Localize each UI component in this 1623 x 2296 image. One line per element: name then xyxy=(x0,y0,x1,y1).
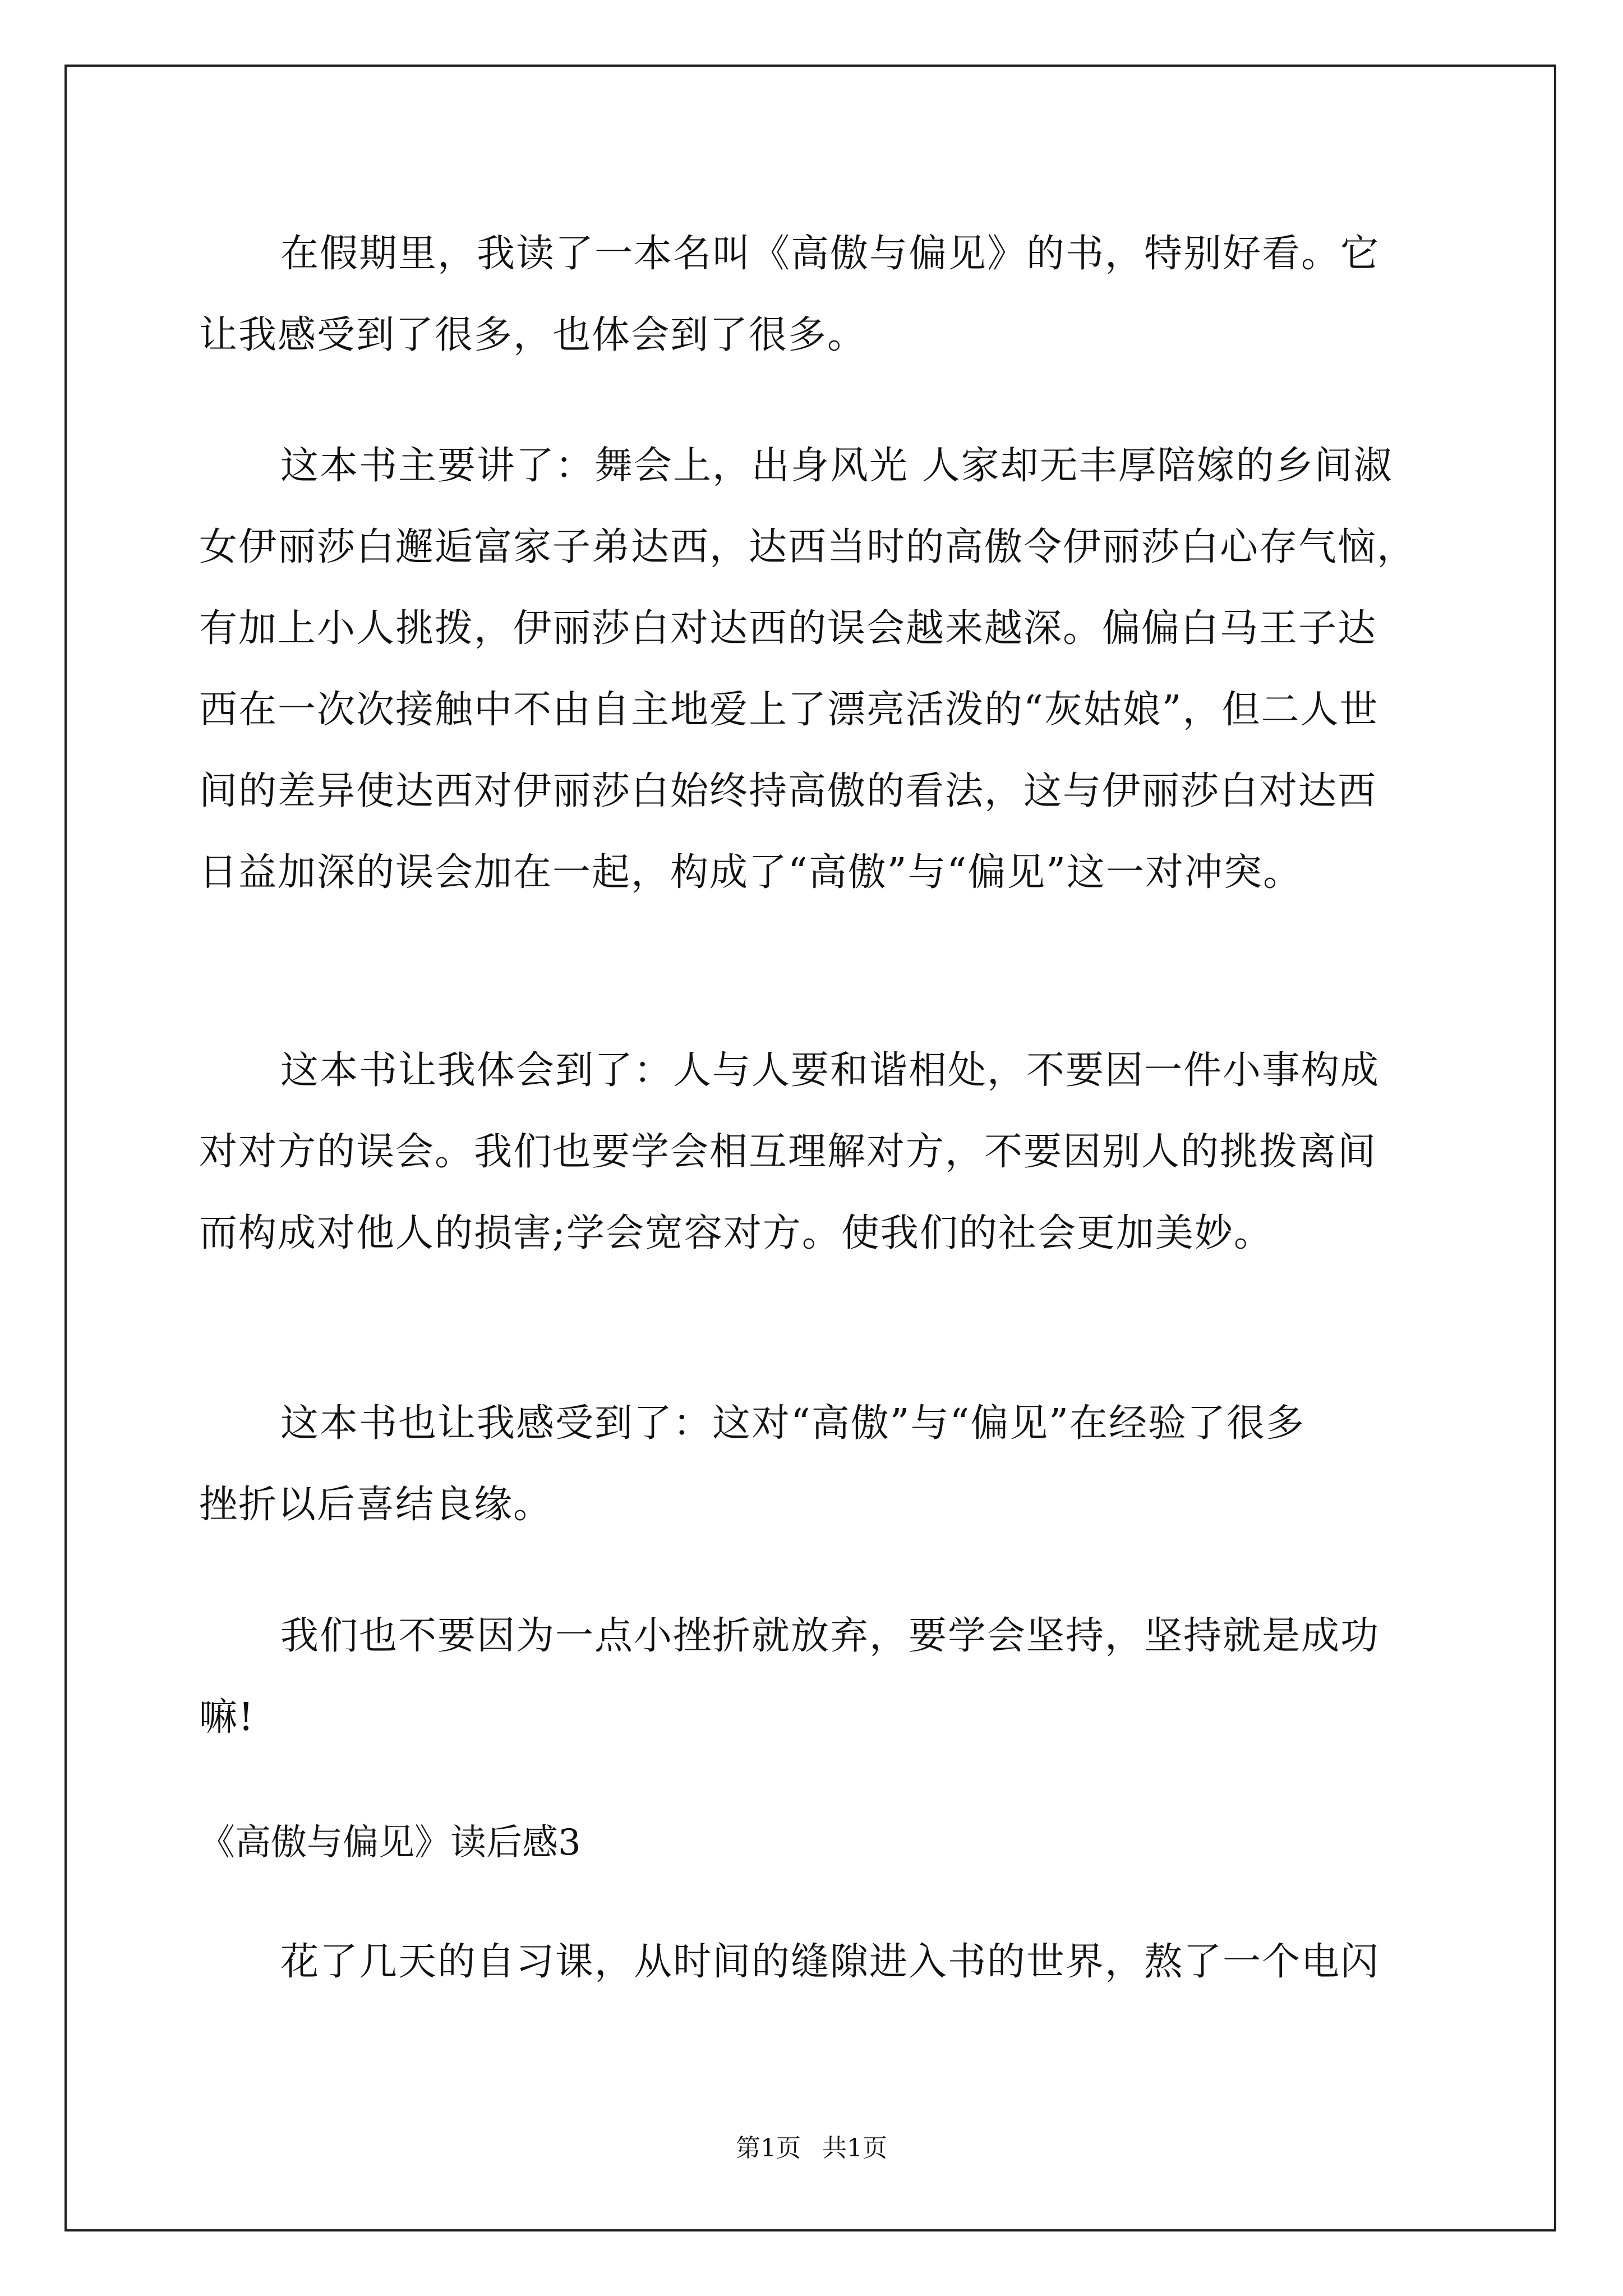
paragraph-line: 在假期里，我读了一本名叫《高傲与偏见》的书，特别好看。它 xyxy=(280,232,1380,276)
paragraph-3 xyxy=(199,1030,1467,1274)
paragraph-line: 这本书也让我感受到了：这对“高傲”与“偏见”在经验了很多 xyxy=(280,1401,1306,1446)
paragraph-1 xyxy=(199,213,1467,376)
paragraph-line: 日益加深的误会加在一起，构成了“高傲”与“偏见”这一对冲突。 xyxy=(199,850,1303,895)
paragraph-line: 这本书让我体会到了：人与人要和谐相处，不要因一件小事构成 xyxy=(280,1048,1380,1093)
paragraph-line: 嘛! xyxy=(199,1695,255,1740)
section-title: 《高傲与偏见》读后感3 xyxy=(199,1822,581,1864)
paragraph-line: 花了几天的自习课，从时间的缝隙进入书的世界，熬了一个电闪 xyxy=(280,1940,1380,1984)
paragraph-2 xyxy=(199,425,1467,913)
paragraph-line: 挫折以后喜结良缘。 xyxy=(199,1483,553,1527)
paragraph-4 xyxy=(199,1383,1467,1545)
paragraph-line: 西在一次次接触中不由自主地爱上了漂亮活泼的“灰姑娘”，但二人世 xyxy=(199,688,1379,732)
page-footer xyxy=(0,2132,1623,2165)
paragraph-6 xyxy=(199,1921,1467,2003)
paragraph-line: 对对方的误会。我们也要学会相互理解对方，不要因别人的挑拨离间 xyxy=(199,1130,1377,1174)
paragraph-line: 女伊丽莎白邂逅富家子弟达西，达西当时的高傲令伊丽莎白心存气恼， xyxy=(199,525,1417,569)
paragraph-line: 有加上小人挑拨，伊丽莎白对达西的误会越来越深。偏偏白马王子达 xyxy=(199,606,1377,651)
paragraph-line: 而构成对他人的损害;学会宽容对方。使我们的社会更加美妙。 xyxy=(199,1211,1273,1255)
total-pages: 共1页 xyxy=(822,2134,887,2162)
paragraph-line: 让我感受到了很多，也体会到了很多。 xyxy=(199,313,867,357)
paragraph-5 xyxy=(199,1595,1467,1758)
paragraph-line: 间的差异使达西对伊丽莎白始终持高傲的看法，这与伊丽莎白对达西 xyxy=(199,769,1377,813)
paragraph-line: 这本书主要讲了：舞会上，出身风光 人家却无丰厚陪嫁的乡间淑 xyxy=(280,444,1393,488)
paragraph-line: 我们也不要因为一点小挫折就放弃，要学会坚持，坚持就是成功 xyxy=(280,1614,1380,1658)
page-number: 第1页 xyxy=(736,2134,801,2162)
